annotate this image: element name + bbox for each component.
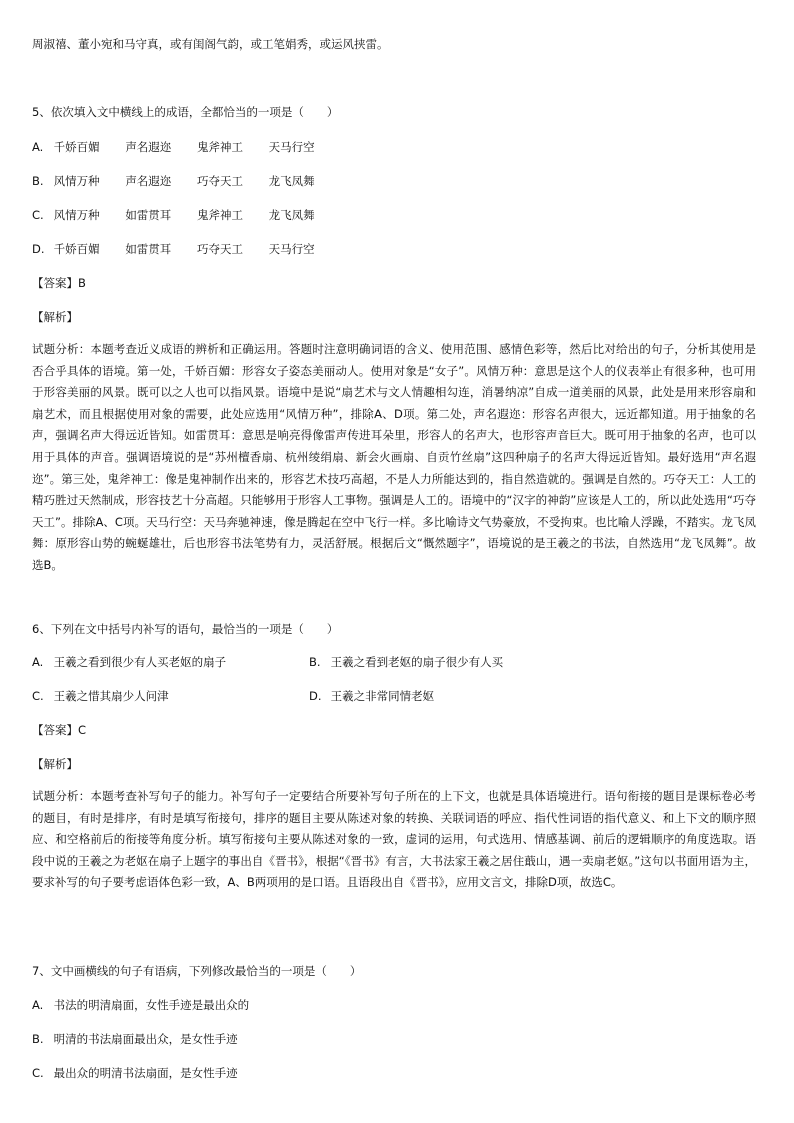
- option-text: 书法的明清扇面，女性手迹是最出众的: [53, 998, 250, 1012]
- idiom: 风情万种: [53, 174, 100, 188]
- option-letter: B.: [32, 174, 44, 188]
- q5-option-a[interactable]: [32, 140, 337, 154]
- q6-option-d[interactable]: [309, 689, 434, 703]
- q6-option-b[interactable]: [309, 655, 503, 669]
- q7-stem: 7、文中画横线的句子有语病，下列修改最恰当的一项是（ ）: [32, 964, 362, 978]
- continuation-text: 周淑禧、董小宛和马守真，或有闺阁气韵，或工笔娟秀，或运风挟雷。: [32, 37, 389, 51]
- idiom: 如雷贯耳: [125, 208, 172, 222]
- idiom: 天马行空: [268, 242, 315, 256]
- idiom: 龙飞凤舞: [268, 208, 315, 222]
- q5-analysis-label: 【解析】: [32, 310, 78, 324]
- q5-option-d[interactable]: [32, 242, 337, 256]
- idiom: 巧夺天工: [196, 242, 243, 256]
- option-letter: D.: [32, 242, 45, 256]
- q6-answer: 【答案】C: [32, 723, 87, 737]
- option-letter: A.: [32, 655, 44, 669]
- idiom: 龙飞凤舞: [268, 174, 315, 188]
- option-letter: B.: [32, 1032, 44, 1046]
- q7-option-a[interactable]: [32, 998, 249, 1012]
- idiom: 如雷贯耳: [125, 242, 172, 256]
- q6-analysis: 试题分析：本题考查补写句子的能力。补写句子一定要结合所要补写句子所在的上下文，也就是具体语境进行。语句衔接的题目是课标卷必考的题目，有时是排序，有时是填写衔接句，排序的题目主要从陈述对象的转换、关联词语的呼应、指代性词语的指代意义、和上下文的顺序照应、和空格前后的衔接等角度分析。填写衔接句主要从陈述对象的一致，虚词的运用，句式选用、情感基调、前后的逻辑顺序的角度选取。语段中说的王羲之为老妪在扇子上题字的事出自《晋书》，根据“《晋书》有言，大书法家王羲之居住蕺山，遇一卖扇老妪。”这句以书面用语为主，要求补写的句子要考虑语体色彩一致，A、B两项用的是口语。且语段出自《晋书》，应用文言文，排除D项，故选C。: [32, 789, 756, 890]
- q6-stem: 6、下列在文中括号内补写的语句，最恰当的一项是（ ）: [32, 622, 339, 636]
- option-letter: C.: [32, 208, 44, 222]
- option-letter: A.: [32, 998, 44, 1012]
- idiom: 风情万种: [53, 208, 100, 222]
- option-text: 王羲之非常同情老妪: [330, 689, 435, 703]
- q5-option-b[interactable]: [32, 174, 337, 188]
- option-text: 王羲之看到很少有人买老妪的扇子: [53, 655, 227, 669]
- q5-stem: 5、依次填入文中横线上的成语，全都恰当的一项是（ ）: [32, 105, 339, 119]
- q5-option-c[interactable]: [32, 208, 337, 222]
- q7-option-c[interactable]: [32, 1066, 238, 1080]
- idiom: 千娇百媚: [53, 242, 100, 256]
- q6-option-a[interactable]: [32, 655, 226, 669]
- option-text: 王羲之惜其扇少人问津: [53, 689, 169, 703]
- idiom: 鬼斧神工: [196, 208, 243, 222]
- option-letter: C.: [32, 1066, 44, 1080]
- idiom: 鬼斧神工: [196, 140, 243, 154]
- q5-answer: 【答案】B: [32, 276, 86, 290]
- option-letter: D.: [309, 689, 322, 703]
- option-text: 最出众的明清书法扇面，是女性手迹: [53, 1066, 238, 1080]
- option-letter: C.: [32, 689, 44, 703]
- q5-analysis: 试题分析：本题考查近义成语的辨析和正确运用。答题时注意明确词语的含义、使用范围、感情色彩等，然后比对给出的句子，分析其使用是否合乎具体的语境。第一处，千娇百媚：形容女子姿态美丽动人。使用对象是“女子”。风情万种：意思是这个人的仪表举止有很多种，也可用于形容美丽的风景。既可以之人也可以指风景。语境中是说“扇艺术与文人情趣相勾连，消暑纳凉”自成一道美丽的风景，此处是用来形容扇和扇艺术，而且根据使用对象的需要，此处应选用“风情万种”，排除A、D项。第二处，声名遐迩：形容名声很大，远近都知道。用于抽象的名声，强调名声大得远近皆知。如雷贯耳：意思是响亮得像雷声传进耳朵里，形容人的名声大，也形容声音巨大。既可用于抽象的名声，也可以用于具体的声音。强调语境说的是“苏州檀香扇、杭州绫绢扇、新会火画扇、自贡竹丝扇”这四种扇子的名声大得远近皆知。最好选用“声名遐迩”。第三处，鬼斧神工：像是鬼神制作出来的，形容艺术技巧高超，不是人力所能达到的，指自然造就的。强调是自然的。巧夺天工：人工的精巧胜过天然制成，形容技艺十分高超。只能够用于形容人工事物。强调是人工的。语境中的“汉字的神韵”应该是人工的，所以此处选用“巧夺天工”。排除A、C项。天马行空：天马奔驰神速，像是腾起在空中飞行一样。多比喻诗文气势豪放，不受拘束。也比喻人浮躁，不踏实。龙飞凤舞：原形容山势的蜿蜒雄壮，后也形容书法笔势有力，灵活舒展。根据后文“慨然题字”，语境说的是王羲之的书法，自然选用“龙飞凤舞”。故选B。: [32, 342, 756, 572]
- option-letter: A.: [32, 140, 44, 154]
- option-text: 明清的书法扇面最出众，是女性手迹: [53, 1032, 238, 1046]
- option-text: 王羲之看到老妪的扇子很少有人买: [330, 655, 504, 669]
- option-letter: B.: [309, 655, 321, 669]
- q6-option-c[interactable]: [32, 689, 169, 703]
- idiom: 声名遐迩: [125, 174, 172, 188]
- idiom: 千娇百媚: [53, 140, 100, 154]
- idiom: 巧夺天工: [196, 174, 243, 188]
- q7-option-b[interactable]: [32, 1032, 238, 1046]
- q6-analysis-label: 【解析】: [32, 757, 78, 771]
- idiom: 声名遐迩: [125, 140, 172, 154]
- idiom: 天马行空: [268, 140, 315, 154]
